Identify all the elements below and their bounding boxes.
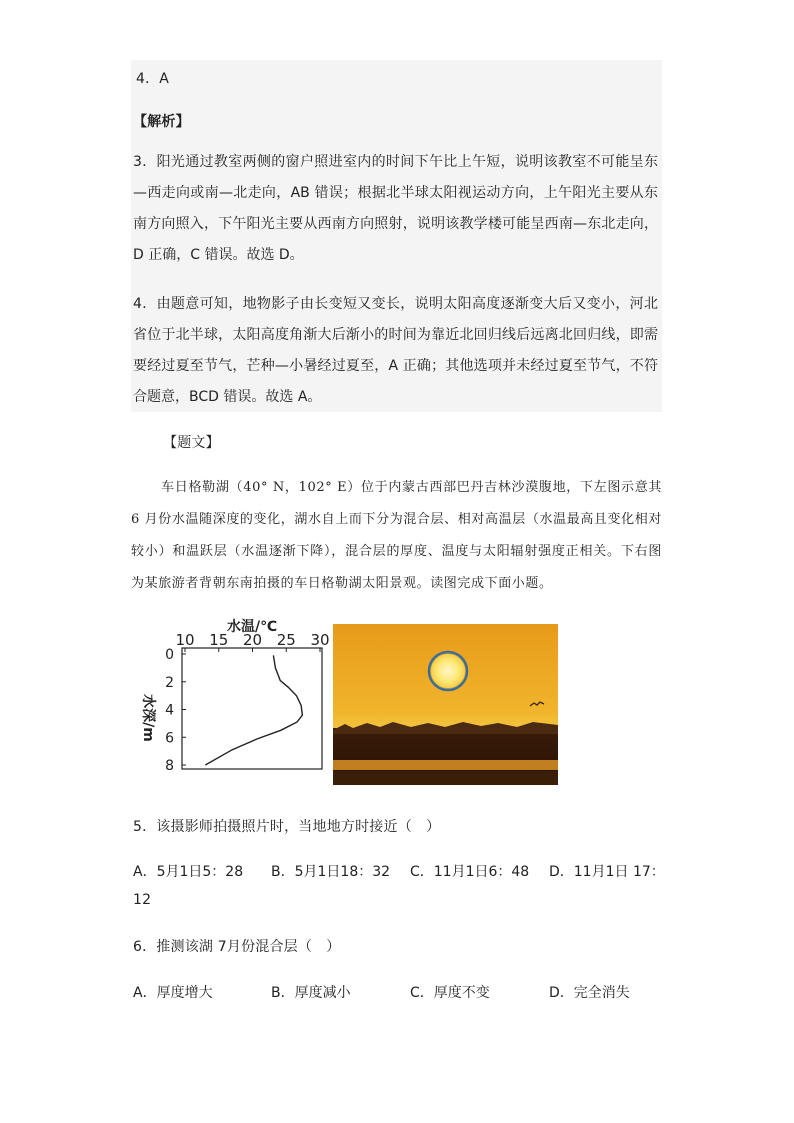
analysis-paragraph-4: 4．由题意可知，地物影子由长变短又变长，说明太阳高度逐渐变大后又变小，河北省位于北半球，太阳高度角渐大后渐小的时间为靠近北回归线后远离北回归线，即需要经过夏至节气，芒种—小暑经过夏至，A 正确；其他选项并未经过夏至节气，不符合题意，BCD 错误。故选 A。 [133, 296, 658, 405]
answer-line: 4．A [136, 71, 170, 87]
q5-options [133, 861, 663, 881]
water-temperature-chart [130, 618, 330, 788]
q6-option-a[interactable]: A．厚度增大 [133, 985, 213, 1001]
temperature-depth-curve [205, 655, 302, 765]
y-tick-label: 4 [165, 702, 174, 719]
q6-option-d[interactable]: D．完全消失 [549, 985, 630, 1001]
q6-option-c[interactable]: C．厚度不变 [410, 985, 490, 1001]
y-tick-label: 0 [165, 647, 174, 663]
q5-option-a[interactable]: A．5月1日5：28 [133, 864, 244, 880]
q6-options [133, 982, 663, 1002]
q6-option-b[interactable]: B．厚度减小 [271, 985, 351, 1001]
x-tick-label: 25 [276, 631, 296, 649]
q6-question: 6．推测该湖 7月份混合层（ ） [133, 939, 341, 955]
y-tick-label: 8 [165, 758, 174, 774]
q5-option-d-wrap: 12 [133, 892, 152, 908]
x-tick-label: 20 [242, 631, 263, 649]
q5-question: 5．该摄影师拍摄照片时，当地地方时接近（ ） [133, 819, 441, 835]
x-axis-label: 水温/℃ [226, 619, 278, 635]
q5-option-d[interactable]: D．11月1日 17： [549, 864, 665, 880]
y-axis-label: 水深/m [140, 694, 156, 742]
y-tick-label: 6 [165, 730, 174, 747]
sun [431, 654, 465, 688]
water-reflection [333, 760, 558, 770]
analysis-paragraph-3: 3．阳光通过教室两侧的窗户照进室内的时间下午比上午短，说明该教室不可能呈东—西走向或南—北走向，AB 错误；根据北半球太阳视运动方向，上午阳光主要从东南方向照入，下午阳光主要从西南方向照射，说明该教学楼可能呈西南—东北走向，D 正确，C 错误。故选 D。 [133, 154, 658, 263]
q5-option-c[interactable]: C．11月1日6：48 [410, 864, 530, 880]
sunset-lake-photo [333, 624, 558, 785]
x-tick-label: 10 [175, 631, 195, 649]
y-tick-label: 2 [165, 674, 174, 691]
tiwen-body [131, 472, 662, 600]
analysis-heading: 【解析】 [133, 114, 190, 130]
q5-option-b[interactable]: B．5月1日18：32 [271, 864, 391, 880]
x-tick-label: 15 [209, 631, 229, 649]
tiwen-text: 车日格勒湖（40° N，102° E）位于内蒙古西部巴丹吉林沙漠腹地，下左图示意其 6 月份水温随深度的变化，湖水自上而下分为混合层、相对高温层（水温最高且变化相对较小）和温跃层（水温逐渐下降），混合层的厚度、温度与太阳辐射强度正相关。下右图为某旅游者背朝东南拍摄的车日格勒湖太阳景观。读图完成下面小题。 [131, 480, 662, 591]
x-tick-label: 30 [310, 631, 330, 649]
foreground [333, 771, 558, 785]
tiwen-heading: 【题文】 [163, 435, 220, 451]
